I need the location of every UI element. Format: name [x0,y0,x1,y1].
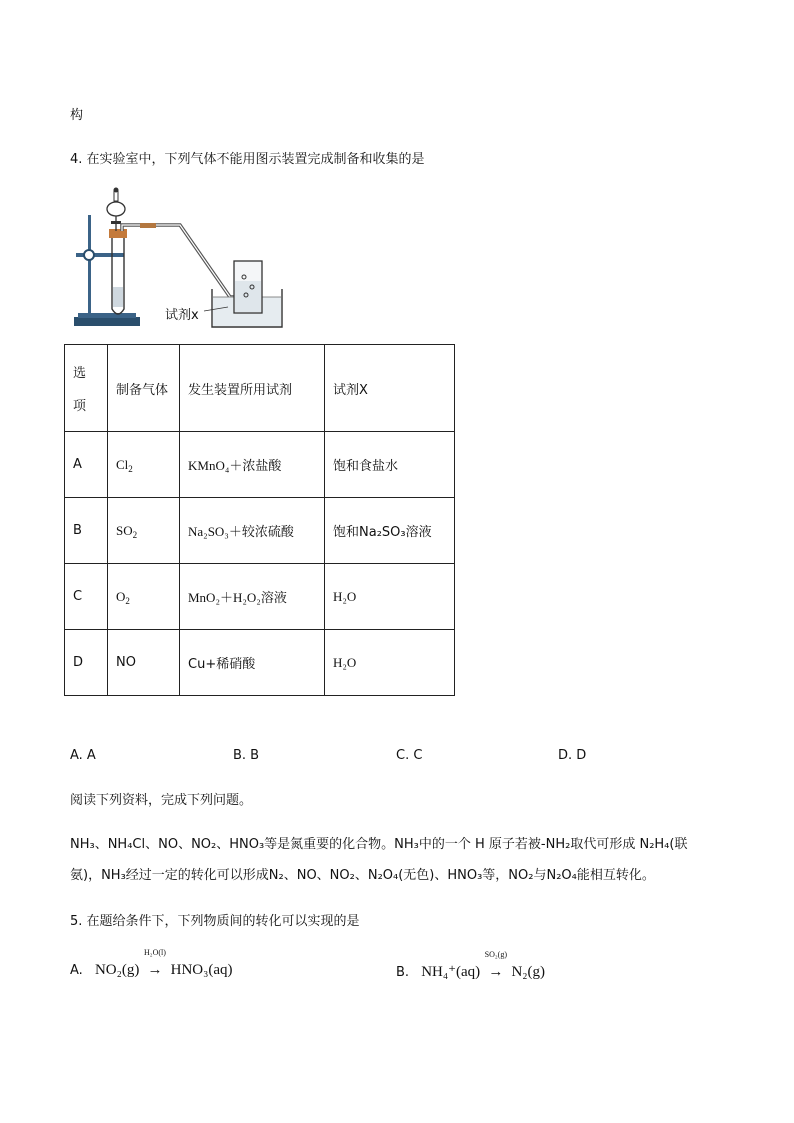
arrow-icon: → [488,964,504,980]
question-4-stem: 4. 在实验室中，下列气体不能用图示装置完成制备和收集的是 [70,152,425,167]
row-option: C [65,564,108,630]
row-reagent-x: H₂O [325,630,455,696]
choice-a[interactable]: A. A [70,748,96,763]
row-gas: $Cl_2$ [108,432,180,498]
options-table [64,344,455,696]
q5-option-a-condition: H₂O(l) [144,948,166,957]
figure-label: 试剂x [165,308,199,323]
header-reagent-x: 试剂X [325,345,455,432]
q5-option-a-arrow [144,948,166,979]
q5-option-b[interactable] [396,950,546,981]
choice-b[interactable]: B. B [233,748,260,763]
stopper [109,229,127,238]
q5-option-a-label: A. [70,963,83,978]
arrow-icon: → [147,962,163,978]
reading-line-2: 氨)，NH₃经过一定的转化可以形成N₂、NO、NO₂、N₂O₄(无色)、HNO₃等，NO₂与N₂O₄能相互转化。 [70,868,655,883]
table-row [65,432,455,498]
choice-d[interactable]: D. D [558,748,587,763]
row-reagent: MnO₂＋H₂O₂溶液 [180,564,325,630]
question-5-stem: 5. 在题给条件下，下列物质间的转化可以实现的是 [70,914,360,929]
row-reagent-x: H₂O [325,564,455,630]
separatory-funnel [107,202,125,216]
reading-intro: 阅读下列资料，完成下列问题。 [70,793,253,808]
header-option-line1: 选 [73,366,87,381]
table-row [65,498,455,564]
row-option: B [65,498,108,564]
row-gas: $SO_2$ [108,498,180,564]
q5-option-b-left: NH₄⁺(aq) [421,964,481,980]
table-row [65,564,455,630]
header-reagent: 发生装置所用试剂 [180,345,325,432]
stand-rod [88,215,91,315]
choice-c[interactable]: C. C [396,748,423,763]
row-reagent: Na₂SO₃＋较浓硫酸 [180,498,325,564]
q5-option-b-arrow [484,950,507,981]
q5-option-b-condition: SO₂(g) [484,950,507,959]
row-reagent: KMnO₄＋浓盐酸 [180,432,325,498]
header-option-line2: 项 [73,399,87,414]
q5-option-b-right: N₂(g) [511,964,546,980]
table-header-row [65,345,455,432]
row-reagent-x: 饱和食盐水 [325,432,455,498]
row-reagent-x: 饱和Na₂SO₃溶液 [325,498,455,564]
row-reagent: Cu+稀硝酸 [180,630,325,696]
q5-option-a-left: NO₂(g) [94,962,140,978]
q5-option-b-label: B. [396,965,410,980]
row-gas: $O_2$ [108,564,180,630]
header-gas: 制备气体 [108,345,180,432]
row-gas: NO [108,630,180,696]
page-fragment: 构 [70,108,84,123]
q5-option-a-right: HNO₃(aq) [170,962,233,978]
stand-base [74,317,140,326]
row-option: A [65,432,108,498]
header-option [65,345,108,432]
reading-line-1: NH₃、NH₄Cl、NO、NO₂、HNO₃等是氮重要的化合物。NH₃中的一个 H 原子若被-NH₂取代可形成 N₂H₄(联 [70,837,688,852]
row-option: D [65,630,108,696]
table-row [65,630,455,696]
q5-option-a[interactable] [70,948,233,979]
